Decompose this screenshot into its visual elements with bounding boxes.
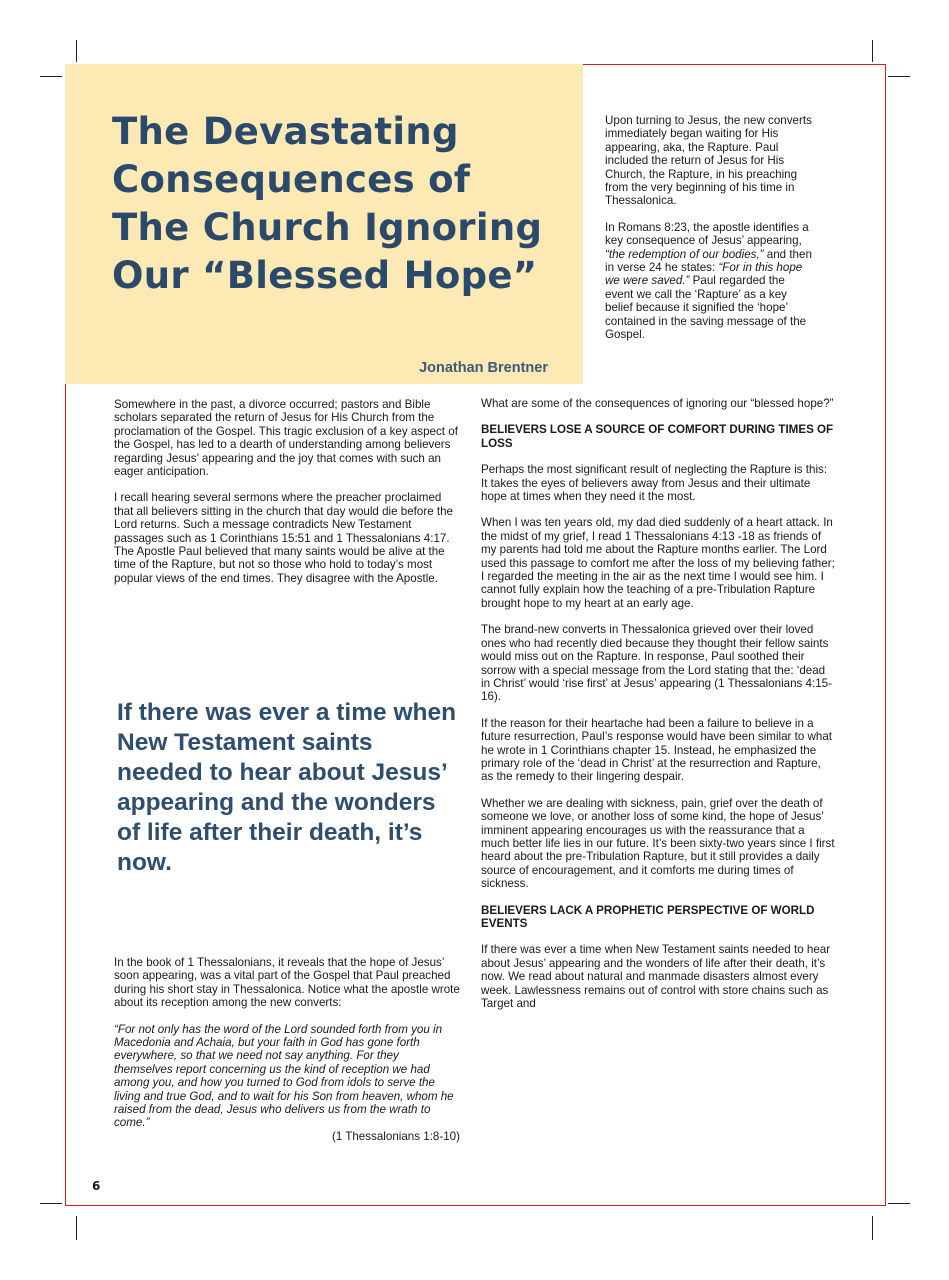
- pull-quote: If there was ever a time when New Testament saints needed to hear about Jesus’ appearing and the wonders of life after their death, it’s now.: [117, 699, 457, 876]
- left-column: [114, 398, 460, 598]
- article-title: The Devastating Consequences of The Church Ignoring Our “Blessed Hope”: [112, 110, 543, 297]
- left-column-lower: [114, 956, 460, 1156]
- paragraph: Somewhere in the past, a divorce occurred; pastors and Bible scholars separated the return of Jesus for His Church from the proclamation of the Gospel. This tragic exclusion of a key aspect of the Gospel, has led to a dearth of understanding among believers regarding Jesus’ appearing and the joy that comes with such an eager anticipation.: [114, 398, 458, 479]
- paragraph: The brand-new converts in Thessalonica grieved over their loved ones who had recently died because they thought their fellow saints would miss out on the Rapture. In response, Paul soothed their sorrow with a special message from the Lord stating that the: ‘dead in Christ’ would ‘rise first’ at Jesus’ appearing (1 Thessalonians 4:15-16).: [481, 623, 832, 704]
- author-byline: Jonathan Brentner: [419, 360, 548, 376]
- paragraph: [605, 221, 815, 342]
- scripture-quote: “For not only has the word of the Lord sounded forth from you in Macedonia and Achaia, but your faith in God has gone forth everywhere, so that we need not say anything. For they themselves report concerning us the kind of reception we had among you, and how you turned to God from idols to serve the living and true God, and to wait for his Son from heaven, whom he raised from the dead, Jesus who delivers us from the wrath to come.”: [114, 1022, 454, 1130]
- paragraph: I recall hearing several sermons where the preacher proclaimed that all believers sitting in the church that day would die before the Lord returns. Such a message contradicts New Testament passages such as 1 Corinthians 15:51 and 1 Thessalonians 4:17. The Apostle Paul believed that many saints would be alive at the time of the Rapture, but not so those who hold to today’s most popular views of the end times. They disagree with the Apostle.: [114, 491, 453, 585]
- emphasis-quote: “the redemption of our bodies,”: [605, 247, 764, 261]
- paragraph: If the reason for their heartache had been a failure to believe in a future resurrection, Paul’s response would have been similar to what he wrote in 1 Corinthians chapter 15. Instead, he emphasized the primary role of the ‘dead in Christ’ at the resurrection and Rapture, as the remedy to their lingering despair.: [481, 716, 833, 784]
- emphasis-quote: “For in this hope we were saved.”: [605, 261, 803, 288]
- page-number: 6: [92, 1179, 101, 1193]
- paragraph: When I was ten years old, my dad died suddenly of a heart attack. In the midst of my grief, I read 1 Thessalonians 4:13 -18 as friends of my parents had told me about the Rapture months earlier. The Lord used this passage to comfort me after the loss of my believing father; I regarded the meeting in the air as the next time I would see him. I cannot fully explain how the teaching of a pre-Tribulation Rapture brought hope to my heart at an early age.: [481, 516, 835, 610]
- crop-mark: [40, 76, 62, 77]
- intro-column: [605, 114, 815, 355]
- paragraph: Whether we are dealing with sickness, pain, grief over the death of someone we love, or another loss of some kind, the hope of Jesus’ imminent appearing encourages us with the reassurance that a much better life lies in our future. It’s been sixty-two years since I first heard about the pre-Tribulation Rapture, but it still provides a daily source of encouragement, and it comforts me during times of sickness.: [481, 796, 835, 891]
- crop-mark: [76, 40, 77, 62]
- crop-mark: [888, 1203, 910, 1204]
- paragraph: Perhaps the most significant result of neglecting the Rapture is this: It takes the eyes of believers away from Jesus and their ultimate hope at times when they need it the most.: [481, 463, 828, 504]
- right-column: [481, 397, 836, 1023]
- text-run: and then in verse 24 he states:: [605, 247, 812, 275]
- crop-mark: [872, 1216, 873, 1240]
- scripture-citation: (1 Thessalonians 1:8-10): [331, 1129, 460, 1143]
- paragraph: In the book of 1 Thessalonians, it reveals that the hope of Jesus’ soon appearing, was a vital part of the Gospel that Paul preached during his short stay in Thessalonica. Notice what the apostle wrote about its reception among the new converts:: [114, 956, 460, 1010]
- section-heading: BELIEVERS LOSE A SOURCE OF COMFORT DURING TIMES OF LOSS: [481, 423, 834, 450]
- text-run: In Romans 8:23, the apostle identifies a key consequence of Jesus’ appearing,: [605, 220, 809, 248]
- paragraph: What are some of the consequences of ignoring our “blessed hope?”: [481, 397, 834, 410]
- crop-mark: [872, 40, 873, 62]
- paragraph: If there was ever a time when New Testament saints needed to hear about Jesus’ appearing and the wonders of life after their death, it’s now. We read about natural and manmade disasters almost every week. Lawlessness remains out of control with store chains such as Target and: [481, 943, 831, 1011]
- crop-mark: [888, 76, 910, 77]
- section-heading: BELIEVERS LACK A PROPHETIC PERSPECTIVE OF WORLD EVENTS: [481, 903, 815, 930]
- text-run: Paul regarded the event we call the ‘Rapture’ as a key belief because it signified the ‘hope’ contained in the saving message of the Gospel.: [605, 274, 807, 342]
- paragraph: Upon turning to Jesus, the new converts immediately began waiting for His appearing, aka, the Rapture. Paul included the return of Jesus for His Church, the Rapture, in his preaching from the very beginning of his time in Thessalonica.: [605, 114, 812, 208]
- crop-mark: [40, 1203, 62, 1204]
- crop-mark: [76, 1216, 77, 1240]
